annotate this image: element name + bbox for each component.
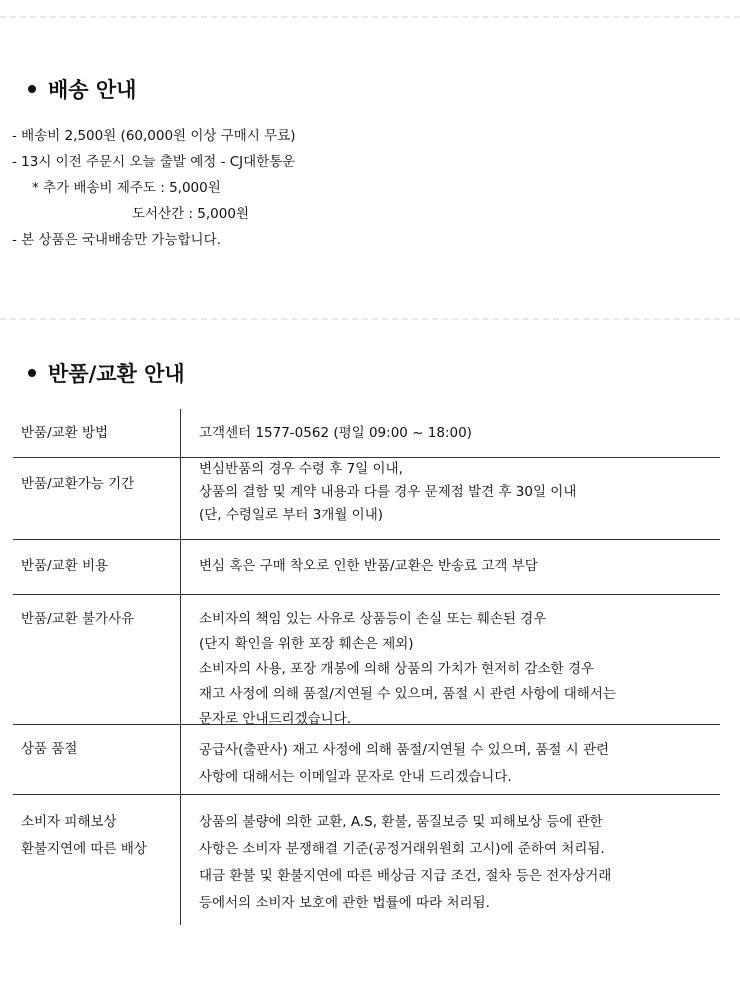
row-content-text: (단지 확인을 위한 포장 훼손은 제외) xyxy=(199,636,414,652)
row-label-text: 반품/교환 불가사유 xyxy=(21,611,135,627)
row-content xyxy=(180,409,720,457)
row-content-text: 대금 환불 및 환불지연에 따른 배상금 지급 조건, 절차 등은 전자상거래 xyxy=(199,868,612,884)
table-row xyxy=(13,458,720,540)
bullet-icon xyxy=(28,369,36,377)
table-row xyxy=(13,409,720,458)
shipping-line: - 본 상품은 국내배송만 가능합니다. xyxy=(12,232,221,248)
row-content-text: 공급사(출판사) 재고 사정에 의해 품절/지연될 수 있으며, 품절 시 관련 xyxy=(199,742,610,758)
row-label-text: 소비자 피해보상 xyxy=(21,814,117,830)
row-content-text: 상품의 결함 및 계약 내용과 다를 경우 문제점 발견 후 30일 이내 xyxy=(199,484,577,500)
row-content-text: 변심반품의 경우 수령 후 7일 이내, xyxy=(199,461,403,477)
row-label xyxy=(13,795,180,925)
row-label-text: 반품/교환 비용 xyxy=(21,558,109,574)
section-divider xyxy=(0,318,740,320)
row-content xyxy=(180,795,720,925)
shipping-line: * 추가 배송비 제주도 : 5,000원 xyxy=(32,180,221,196)
row-content-text: 문자로 안내드리겠습니다. xyxy=(199,711,352,727)
row-label xyxy=(13,725,180,794)
row-content-text: 소비자의 책임 있는 사유로 상품등이 손실 또는 훼손된 경우 xyxy=(199,611,547,627)
shipping-section-title xyxy=(28,74,136,104)
row-content-text: 소비자의 사용, 포장 개봉에 의해 상품의 가치가 현저히 감소한 경우 xyxy=(199,661,595,677)
shipping-line: - 13시 이전 주문시 오늘 출발 예정 - CJ대한통운 xyxy=(12,154,296,170)
shipping-info-list xyxy=(12,123,296,253)
row-label xyxy=(13,409,180,457)
row-label-text: 반품/교환 방법 xyxy=(21,425,109,441)
table-row xyxy=(13,725,720,795)
row-label-text: 환불지연에 따른 배상 xyxy=(21,841,147,857)
table-row xyxy=(13,540,720,595)
shipping-title-text: 배송 안내 xyxy=(48,78,137,102)
row-content xyxy=(180,595,720,727)
row-content-text: 사항에 대해서는 이메일과 문자로 안내 드리겠습니다. xyxy=(199,769,512,785)
row-content-text: 등에서의 소비자 보호에 관한 법률에 따라 처리됨. xyxy=(199,895,490,911)
row-content xyxy=(180,725,720,794)
row-content-text: 상품의 불량에 의한 교환, A.S, 환불, 품질보증 및 피해보상 등에 관한 xyxy=(199,814,603,830)
row-content xyxy=(180,540,720,594)
top-divider xyxy=(0,16,740,18)
row-content-text: 변심 혹은 구매 착오로 인한 반품/교환은 반송료 고객 부담 xyxy=(199,558,538,574)
shipping-line: - 배송비 2,500원 (60,000원 이상 구매시 무료) xyxy=(12,128,296,144)
row-content-text: 사항은 소비자 분쟁해결 기준(공정거래위원회 고시)에 준하여 처리됨. xyxy=(199,841,605,857)
row-content xyxy=(180,458,720,539)
returns-info-table xyxy=(13,409,720,925)
table-row xyxy=(13,795,720,925)
row-label xyxy=(13,540,180,594)
shipping-line: 도서산간 : 5,000원 xyxy=(132,206,249,222)
row-content-text: 재고 사정에 의해 품절/지연될 수 있으며, 품절 시 관련 사항에 대해서는 xyxy=(199,686,616,702)
returns-title-text: 반품/교환 안내 xyxy=(48,362,185,386)
row-label xyxy=(13,595,180,724)
row-content-text: (단, 수령일로 부터 3개월 이내) xyxy=(199,507,384,523)
row-label-text: 상품 품절 xyxy=(21,741,78,757)
bullet-icon xyxy=(28,85,36,93)
row-content-text: 고객센터 1577-0562 (평일 09:00 ~ 18:00) xyxy=(199,425,472,441)
table-row xyxy=(13,595,720,725)
row-label xyxy=(13,458,180,539)
returns-section-title xyxy=(28,358,185,388)
row-label-text: 반품/교환가능 기간 xyxy=(21,476,135,492)
